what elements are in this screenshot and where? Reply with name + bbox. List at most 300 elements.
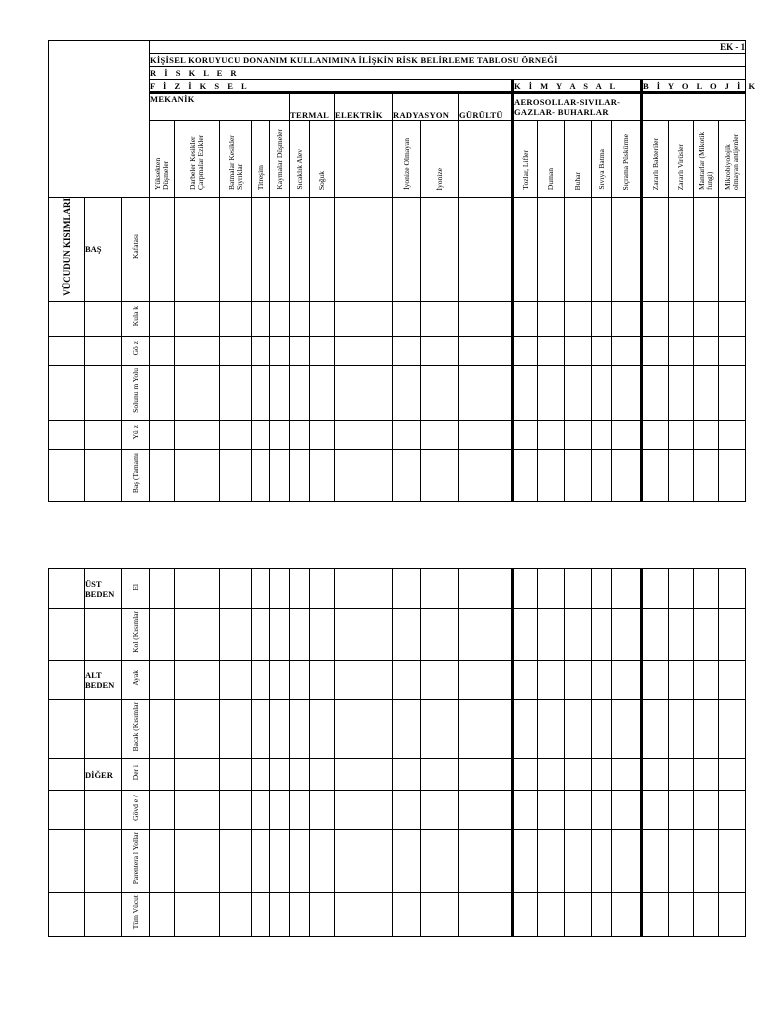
- risk-check-cell[interactable]: [642, 791, 669, 830]
- risk-check-cell[interactable]: [719, 892, 746, 936]
- table-row: [49, 791, 746, 830]
- risk-check-cell[interactable]: [220, 759, 252, 791]
- risk-check-cell[interactable]: [393, 892, 421, 936]
- risk-check-cell[interactable]: [335, 609, 393, 661]
- risk-check-cell[interactable]: [592, 830, 612, 892]
- risk-check-cell[interactable]: [220, 569, 252, 609]
- risk-check-cell[interactable]: [592, 365, 612, 420]
- risk-check-cell[interactable]: [310, 660, 335, 699]
- risk-check-cell[interactable]: [270, 336, 290, 365]
- body-group-label: [85, 609, 122, 661]
- risk-check-cell[interactable]: [270, 449, 290, 501]
- risk-check-cell[interactable]: [335, 830, 393, 892]
- risk-check-cell[interactable]: [694, 830, 719, 892]
- risk-check-cell[interactable]: [719, 301, 746, 336]
- risk-check-cell[interactable]: [538, 660, 565, 699]
- risk-check-cell[interactable]: [421, 892, 459, 936]
- risk-check-cell[interactable]: [538, 759, 565, 791]
- risk-check-cell[interactable]: [513, 609, 538, 661]
- risk-check-cell[interactable]: [290, 759, 310, 791]
- risk-check-cell[interactable]: [694, 609, 719, 661]
- risk-check-cell[interactable]: [310, 759, 335, 791]
- risk-check-cell[interactable]: [592, 791, 612, 830]
- risk-check-cell[interactable]: [459, 699, 513, 758]
- risk-check-cell[interactable]: [175, 336, 220, 365]
- risk-check-cell[interactable]: [335, 660, 393, 699]
- risk-check-cell[interactable]: [592, 336, 612, 365]
- body-part-cell: [122, 336, 150, 365]
- risk-check-cell[interactable]: [270, 420, 290, 449]
- risk-check-cell[interactable]: [694, 198, 719, 302]
- risk-check-cell[interactable]: [252, 336, 270, 365]
- risk-check-cell[interactable]: [393, 699, 421, 758]
- risk-check-cell[interactable]: [175, 699, 220, 758]
- risk-check-cell[interactable]: [694, 420, 719, 449]
- risk-check-cell[interactable]: [421, 830, 459, 892]
- risk-check-cell[interactable]: [459, 892, 513, 936]
- risk-check-cell[interactable]: [565, 569, 592, 609]
- risk-check-cell[interactable]: [335, 892, 393, 936]
- risk-check-cell[interactable]: [310, 301, 335, 336]
- risk-check-cell[interactable]: [175, 609, 220, 661]
- risk-check-cell[interactable]: [694, 336, 719, 365]
- risk-check-cell[interactable]: [252, 365, 270, 420]
- risk-check-cell[interactable]: [150, 336, 175, 365]
- risk-check-cell[interactable]: [565, 699, 592, 758]
- risk-check-cell[interactable]: [175, 198, 220, 302]
- risk-check-cell[interactable]: [252, 660, 270, 699]
- risk-check-cell[interactable]: [592, 449, 612, 501]
- risk-check-cell[interactable]: [335, 365, 393, 420]
- risk-check-cell[interactable]: [612, 301, 642, 336]
- risk-check-cell[interactable]: [310, 699, 335, 758]
- risk-check-cell[interactable]: [270, 609, 290, 661]
- risk-check-cell[interactable]: [642, 830, 669, 892]
- risk-check-cell[interactable]: [252, 830, 270, 892]
- risk-check-cell[interactable]: [538, 301, 565, 336]
- risk-check-cell[interactable]: [642, 609, 669, 661]
- risk-check-cell[interactable]: [538, 198, 565, 302]
- risk-check-cell[interactable]: [642, 892, 669, 936]
- risk-check-cell[interactable]: [612, 569, 642, 609]
- risk-check-cell[interactable]: [421, 301, 459, 336]
- risk-check-cell[interactable]: [642, 569, 669, 609]
- table-row: [49, 301, 746, 336]
- risk-check-cell[interactable]: [565, 791, 592, 830]
- risk-check-cell[interactable]: [694, 569, 719, 609]
- risk-check-cell[interactable]: [513, 569, 538, 609]
- risk-check-cell[interactable]: [290, 569, 310, 609]
- risk-check-cell[interactable]: [310, 420, 335, 449]
- risk-check-cell[interactable]: [421, 699, 459, 758]
- risk-check-cell[interactable]: [592, 301, 612, 336]
- risk-check-cell[interactable]: [513, 759, 538, 791]
- risk-check-cell[interactable]: [393, 449, 421, 501]
- risk-check-cell[interactable]: [175, 660, 220, 699]
- risk-check-cell[interactable]: [393, 365, 421, 420]
- risk-check-cell[interactable]: [310, 569, 335, 609]
- risk-check-cell[interactable]: [290, 892, 310, 936]
- risk-check-cell[interactable]: [669, 892, 694, 936]
- risk-check-cell[interactable]: [612, 830, 642, 892]
- risk-check-cell[interactable]: [252, 791, 270, 830]
- risk-check-cell[interactable]: [252, 301, 270, 336]
- risk-check-cell[interactable]: [513, 365, 538, 420]
- risk-check-cell[interactable]: [459, 336, 513, 365]
- risk-check-cell[interactable]: [592, 699, 612, 758]
- risk-check-cell[interactable]: [270, 301, 290, 336]
- risk-check-cell[interactable]: [669, 301, 694, 336]
- risk-check-cell[interactable]: [270, 791, 290, 830]
- risk-check-cell[interactable]: [565, 301, 592, 336]
- risk-check-cell[interactable]: [642, 301, 669, 336]
- risk-check-cell[interactable]: [459, 301, 513, 336]
- risk-check-cell[interactable]: [220, 609, 252, 661]
- risk-check-cell[interactable]: [270, 198, 290, 302]
- risk-check-cell[interactable]: [538, 699, 565, 758]
- risk-check-cell[interactable]: [592, 609, 612, 661]
- risk-check-cell[interactable]: [335, 336, 393, 365]
- risk-check-cell[interactable]: [612, 336, 642, 365]
- risk-check-cell[interactable]: [565, 609, 592, 661]
- risk-check-cell[interactable]: [421, 420, 459, 449]
- risk-check-cell[interactable]: [393, 759, 421, 791]
- risk-check-cell[interactable]: [335, 449, 393, 501]
- risk-check-cell[interactable]: [669, 699, 694, 758]
- risk-check-cell[interactable]: [252, 759, 270, 791]
- risk-check-cell[interactable]: [592, 198, 612, 302]
- risk-check-cell[interactable]: [252, 198, 270, 302]
- risk-check-cell[interactable]: [421, 365, 459, 420]
- risk-check-cell[interactable]: [310, 198, 335, 302]
- risk-check-cell[interactable]: [290, 336, 310, 365]
- risk-check-cell[interactable]: [538, 830, 565, 892]
- risk-check-cell[interactable]: [270, 830, 290, 892]
- risk-check-cell[interactable]: [290, 365, 310, 420]
- risk-check-cell[interactable]: [290, 660, 310, 699]
- risk-check-cell[interactable]: [393, 420, 421, 449]
- risk-check-cell[interactable]: [513, 699, 538, 758]
- risk-check-cell[interactable]: [719, 365, 746, 420]
- risk-check-cell[interactable]: [310, 365, 335, 420]
- body-group-label: [85, 336, 122, 365]
- risk-check-cell[interactable]: [459, 759, 513, 791]
- risk-check-cell[interactable]: [642, 699, 669, 758]
- risk-check-cell[interactable]: [150, 301, 175, 336]
- risk-check-cell[interactable]: [150, 420, 175, 449]
- risk-check-cell[interactable]: [335, 198, 393, 302]
- risk-check-cell[interactable]: [175, 420, 220, 449]
- body-part-label: Kafatası: [130, 234, 140, 260]
- risk-check-cell[interactable]: [310, 609, 335, 661]
- risk-check-cell[interactable]: [565, 449, 592, 501]
- risk-check-cell[interactable]: [719, 830, 746, 892]
- risk-check-cell[interactable]: [252, 569, 270, 609]
- risk-check-cell[interactable]: [612, 198, 642, 302]
- risk-check-cell[interactable]: [669, 660, 694, 699]
- body-region-cell: [49, 569, 85, 609]
- risk-check-cell[interactable]: [719, 420, 746, 449]
- risk-table-top: [48, 40, 759, 502]
- risk-check-cell[interactable]: [612, 759, 642, 791]
- risk-check-cell[interactable]: [421, 449, 459, 501]
- risk-check-cell[interactable]: [669, 830, 694, 892]
- risk-check-cell[interactable]: [538, 892, 565, 936]
- risk-check-cell[interactable]: [220, 660, 252, 699]
- risk-check-cell[interactable]: [459, 198, 513, 302]
- risk-check-cell[interactable]: [642, 449, 669, 501]
- risk-check-cell[interactable]: [175, 830, 220, 892]
- risk-check-cell[interactable]: [421, 336, 459, 365]
- risk-check-cell[interactable]: [252, 699, 270, 758]
- risk-check-cell[interactable]: [719, 699, 746, 758]
- risk-check-cell[interactable]: [612, 699, 642, 758]
- risk-check-cell[interactable]: [150, 569, 175, 609]
- risk-check-cell[interactable]: [421, 791, 459, 830]
- risk-check-cell[interactable]: [310, 892, 335, 936]
- risk-check-cell[interactable]: [565, 336, 592, 365]
- risk-check-cell[interactable]: [252, 420, 270, 449]
- risk-check-cell[interactable]: [565, 198, 592, 302]
- risk-column-header: [694, 121, 719, 198]
- risk-check-cell[interactable]: [642, 660, 669, 699]
- risk-check-cell[interactable]: [270, 892, 290, 936]
- risk-check-cell[interactable]: [220, 892, 252, 936]
- risk-check-cell[interactable]: [694, 449, 719, 501]
- risk-check-cell[interactable]: [694, 301, 719, 336]
- risk-check-cell[interactable]: [513, 301, 538, 336]
- risk-check-cell[interactable]: [669, 449, 694, 501]
- risk-check-cell[interactable]: [669, 759, 694, 791]
- risk-check-cell[interactable]: [290, 198, 310, 302]
- risk-check-cell[interactable]: [719, 791, 746, 830]
- risk-check-cell[interactable]: [393, 198, 421, 302]
- risk-check-cell[interactable]: [513, 336, 538, 365]
- risk-check-cell[interactable]: [612, 892, 642, 936]
- risk-check-cell[interactable]: [538, 420, 565, 449]
- risk-check-cell[interactable]: [393, 791, 421, 830]
- risk-check-cell[interactable]: [335, 569, 393, 609]
- risk-check-cell[interactable]: [220, 420, 252, 449]
- risk-check-cell[interactable]: [694, 699, 719, 758]
- risk-check-cell[interactable]: [150, 609, 175, 661]
- risk-check-cell[interactable]: [220, 301, 252, 336]
- risk-check-cell[interactable]: [175, 791, 220, 830]
- risk-check-cell[interactable]: [565, 892, 592, 936]
- risk-check-cell[interactable]: [220, 365, 252, 420]
- risk-check-cell[interactable]: [393, 301, 421, 336]
- risk-check-cell[interactable]: [175, 569, 220, 609]
- risk-check-cell[interactable]: [642, 759, 669, 791]
- risk-check-cell[interactable]: [175, 759, 220, 791]
- risk-check-cell[interactable]: [393, 609, 421, 661]
- risk-check-cell[interactable]: [719, 449, 746, 501]
- risk-check-cell[interactable]: [220, 198, 252, 302]
- risk-check-cell[interactable]: [220, 791, 252, 830]
- risk-check-cell[interactable]: [513, 892, 538, 936]
- risk-check-cell[interactable]: [175, 365, 220, 420]
- risk-check-cell[interactable]: [612, 449, 642, 501]
- risk-check-cell[interactable]: [694, 660, 719, 699]
- risk-check-cell[interactable]: [642, 198, 669, 302]
- risk-check-cell[interactable]: [669, 365, 694, 420]
- risk-check-cell[interactable]: [421, 569, 459, 609]
- risk-check-cell[interactable]: [310, 830, 335, 892]
- risk-check-cell[interactable]: [150, 365, 175, 420]
- risk-check-cell[interactable]: [513, 198, 538, 302]
- risk-check-cell[interactable]: [290, 420, 310, 449]
- risk-check-cell[interactable]: [669, 420, 694, 449]
- risk-check-cell[interactable]: [538, 609, 565, 661]
- risk-check-cell[interactable]: [592, 892, 612, 936]
- risk-check-cell[interactable]: [538, 569, 565, 609]
- risk-check-cell[interactable]: [220, 449, 252, 501]
- risk-check-cell[interactable]: [694, 791, 719, 830]
- risk-check-cell[interactable]: [335, 759, 393, 791]
- risk-check-cell[interactable]: [335, 791, 393, 830]
- risk-column-label: Duman: [546, 167, 556, 190]
- risk-check-cell[interactable]: [150, 699, 175, 758]
- risk-check-cell[interactable]: [310, 791, 335, 830]
- risk-check-cell[interactable]: [592, 660, 612, 699]
- risk-check-cell[interactable]: [270, 365, 290, 420]
- risk-check-cell[interactable]: [565, 759, 592, 791]
- risk-check-cell[interactable]: [565, 365, 592, 420]
- risk-check-cell[interactable]: [270, 660, 290, 699]
- risk-check-cell[interactable]: [513, 420, 538, 449]
- risk-check-cell[interactable]: [538, 365, 565, 420]
- risk-check-cell[interactable]: [150, 791, 175, 830]
- risk-check-cell[interactable]: [252, 449, 270, 501]
- risk-check-cell[interactable]: [421, 759, 459, 791]
- risk-check-cell[interactable]: [310, 336, 335, 365]
- body-region-cell: [49, 791, 85, 830]
- risk-check-cell[interactable]: [290, 449, 310, 501]
- risk-check-cell[interactable]: [150, 892, 175, 936]
- risk-check-cell[interactable]: [592, 420, 612, 449]
- risk-check-cell[interactable]: [612, 660, 642, 699]
- risk-check-cell[interactable]: [592, 759, 612, 791]
- risk-check-cell[interactable]: [459, 660, 513, 699]
- risk-check-cell[interactable]: [270, 699, 290, 758]
- risk-check-cell[interactable]: [612, 365, 642, 420]
- risk-check-cell[interactable]: [513, 830, 538, 892]
- risk-check-cell[interactable]: [612, 609, 642, 661]
- risk-check-cell[interactable]: [290, 301, 310, 336]
- risk-check-cell[interactable]: [459, 830, 513, 892]
- risk-check-cell[interactable]: [459, 569, 513, 609]
- risk-check-cell[interactable]: [270, 569, 290, 609]
- risk-check-cell[interactable]: [513, 449, 538, 501]
- annex-label: EK - 1: [150, 41, 746, 54]
- risk-check-cell[interactable]: [220, 336, 252, 365]
- risk-check-cell[interactable]: [393, 336, 421, 365]
- risk-check-cell[interactable]: [612, 420, 642, 449]
- risk-check-cell[interactable]: [592, 569, 612, 609]
- risk-check-cell[interactable]: [175, 301, 220, 336]
- risk-check-cell[interactable]: [459, 420, 513, 449]
- risk-check-cell[interactable]: [719, 660, 746, 699]
- risk-check-cell[interactable]: [694, 892, 719, 936]
- risk-check-cell[interactable]: [310, 449, 335, 501]
- risk-check-cell[interactable]: [150, 759, 175, 791]
- risk-column-header: [270, 121, 290, 198]
- risk-check-cell[interactable]: [335, 699, 393, 758]
- risk-check-cell[interactable]: [270, 759, 290, 791]
- risk-check-cell[interactable]: [421, 198, 459, 302]
- table-row: [49, 449, 746, 501]
- risk-check-cell[interactable]: [612, 791, 642, 830]
- risk-check-cell[interactable]: [669, 791, 694, 830]
- risk-check-cell[interactable]: [669, 609, 694, 661]
- risk-check-cell[interactable]: [719, 336, 746, 365]
- body-part-label: El: [130, 583, 140, 591]
- risk-check-cell[interactable]: [150, 449, 175, 501]
- risk-check-cell[interactable]: [150, 830, 175, 892]
- risk-check-cell[interactable]: [565, 420, 592, 449]
- body-part-label: Gö z: [130, 341, 140, 356]
- risk-check-cell[interactable]: [719, 198, 746, 302]
- risk-check-cell[interactable]: [513, 660, 538, 699]
- risk-check-cell[interactable]: [719, 759, 746, 791]
- risk-check-cell[interactable]: [694, 365, 719, 420]
- risk-check-cell[interactable]: [459, 791, 513, 830]
- risk-check-cell[interactable]: [393, 569, 421, 609]
- risk-column-label: Yüksekten Düşmeler: [153, 157, 171, 190]
- risk-check-cell[interactable]: [642, 336, 669, 365]
- risk-check-cell[interactable]: [642, 365, 669, 420]
- risk-check-cell[interactable]: [335, 301, 393, 336]
- risk-check-cell[interactable]: [393, 660, 421, 699]
- risk-check-cell[interactable]: [459, 449, 513, 501]
- risk-check-cell[interactable]: [175, 892, 220, 936]
- chemical-heading: K İ M Y A S A L: [513, 80, 642, 93]
- risk-check-cell[interactable]: [642, 420, 669, 449]
- risk-check-cell[interactable]: [694, 759, 719, 791]
- risk-check-cell[interactable]: [421, 609, 459, 661]
- risk-column-header: [220, 121, 252, 198]
- risk-check-cell[interactable]: [538, 791, 565, 830]
- risk-check-cell[interactable]: [719, 609, 746, 661]
- risk-check-cell[interactable]: [150, 198, 175, 302]
- risk-check-cell[interactable]: [220, 699, 252, 758]
- risk-check-cell[interactable]: [719, 569, 746, 609]
- risk-check-cell[interactable]: [669, 198, 694, 302]
- risk-check-cell[interactable]: [150, 660, 175, 699]
- risk-check-cell[interactable]: [290, 830, 310, 892]
- risk-check-cell[interactable]: [175, 449, 220, 501]
- risk-check-cell[interactable]: [513, 791, 538, 830]
- risk-check-cell[interactable]: [669, 569, 694, 609]
- risk-check-cell[interactable]: [459, 609, 513, 661]
- risk-check-cell[interactable]: [290, 791, 310, 830]
- risk-check-cell[interactable]: [421, 660, 459, 699]
- risk-check-cell[interactable]: [252, 892, 270, 936]
- risk-check-cell[interactable]: [290, 699, 310, 758]
- risk-check-cell[interactable]: [252, 609, 270, 661]
- risk-check-cell[interactable]: [335, 420, 393, 449]
- risk-check-cell[interactable]: [538, 336, 565, 365]
- risk-check-cell[interactable]: [290, 609, 310, 661]
- risk-check-cell[interactable]: [459, 365, 513, 420]
- risk-check-cell[interactable]: [538, 449, 565, 501]
- risk-check-cell[interactable]: [393, 830, 421, 892]
- risk-check-cell[interactable]: [220, 830, 252, 892]
- risk-check-cell[interactable]: [565, 660, 592, 699]
- risk-check-cell[interactable]: [565, 830, 592, 892]
- risk-check-cell[interactable]: [669, 336, 694, 365]
- body-group-label: [85, 699, 122, 758]
